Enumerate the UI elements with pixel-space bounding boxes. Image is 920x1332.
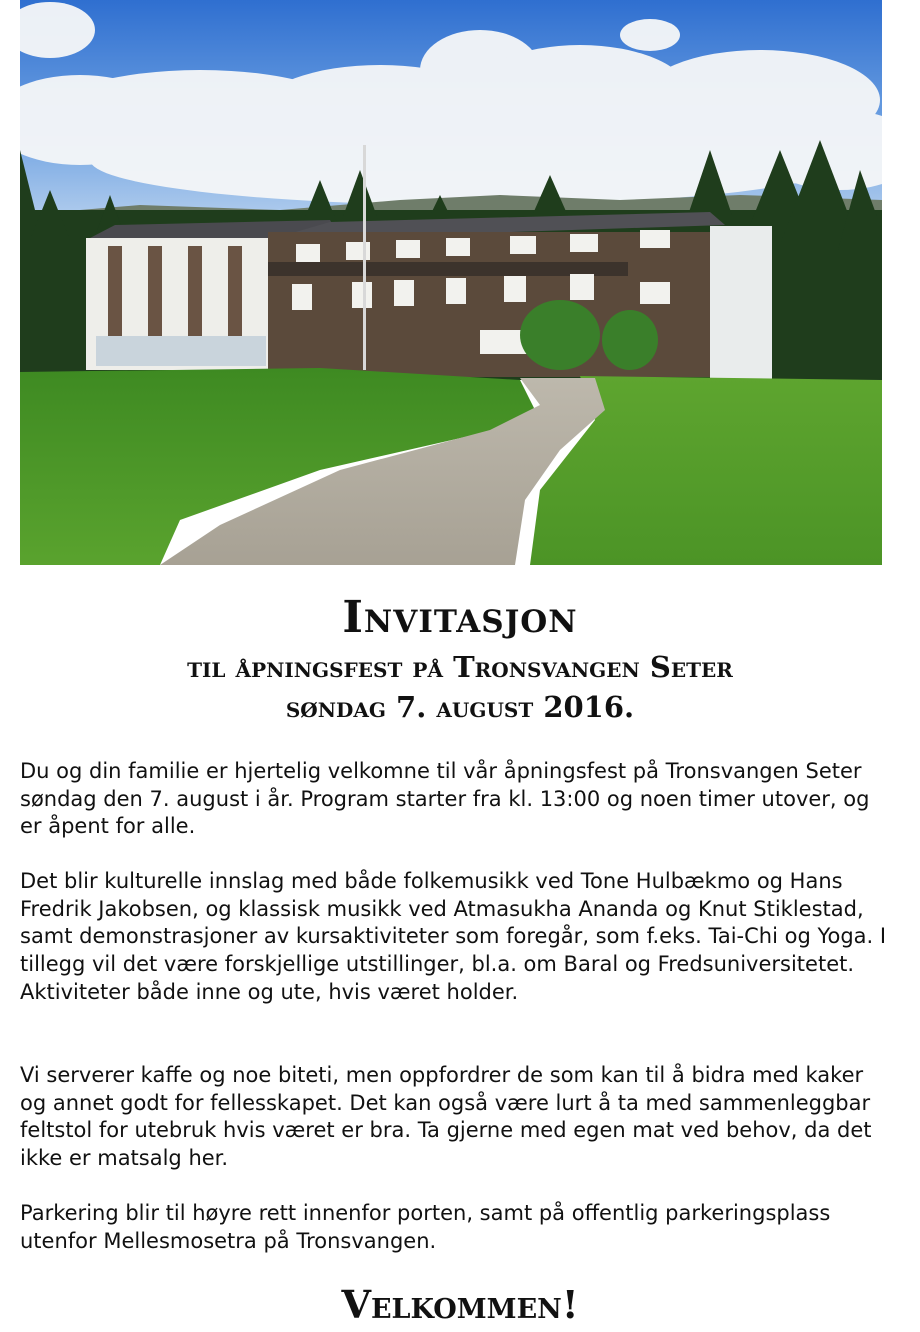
- building-main: [268, 212, 772, 381]
- hero-photo: [20, 0, 882, 565]
- invitation-title: Invitasjon: [342, 592, 578, 643]
- paragraph-food: Vi serverer kaffe og noe biteti, men oppfordrer de som kan til å bidra med kaker og annet godt for fellesskapet. Det kan også være lurt å ta med sammenleggbar feltstol for utebruk hvis været er bra. Ta gjerne med egen mat ved behov, da det ikke er matsalg her.: [20, 1063, 872, 1171]
- closing-greeting: Velkommen!: [341, 1282, 579, 1327]
- paragraph-intro: Du og din familie er hjertelig velkomne til vår åpningsfest på Tronsvangen Seter søndag den 7. august i år. Program starter fra kl. 13:00 og noen timer utover, og er åpent for alle.: [20, 759, 870, 839]
- paragraph-program: Det blir kulturelle innslag med både folkemusikk ved Tone Hulbækmo og Hans Fredrik Jakobsen, og klassisk musikk ved Atmasukha Ananda og Knut Stiklestad, samt demonstrasjoner av kursaktiviteter som foregår, som f.eks. Tai-Chi og Yoga. I tillegg vil det være forskjellige utstillinger, bl.a. om Baral og Fredsuniversitetet. Aktiviteter både inne og ute, hvis været holder.: [20, 869, 887, 1004]
- paragraph-parking: Parkering blir til høyre rett innenfor porten, samt på offentlig parkeringsplass utenfor Mellesmosetra på Tronsvangen.: [20, 1201, 831, 1253]
- flagpole: [363, 145, 366, 370]
- event-date: søndag 7. august 2016.: [285, 690, 635, 724]
- invitation-subtitle: til åpningsfest på Tronsvangen Seter: [187, 650, 733, 684]
